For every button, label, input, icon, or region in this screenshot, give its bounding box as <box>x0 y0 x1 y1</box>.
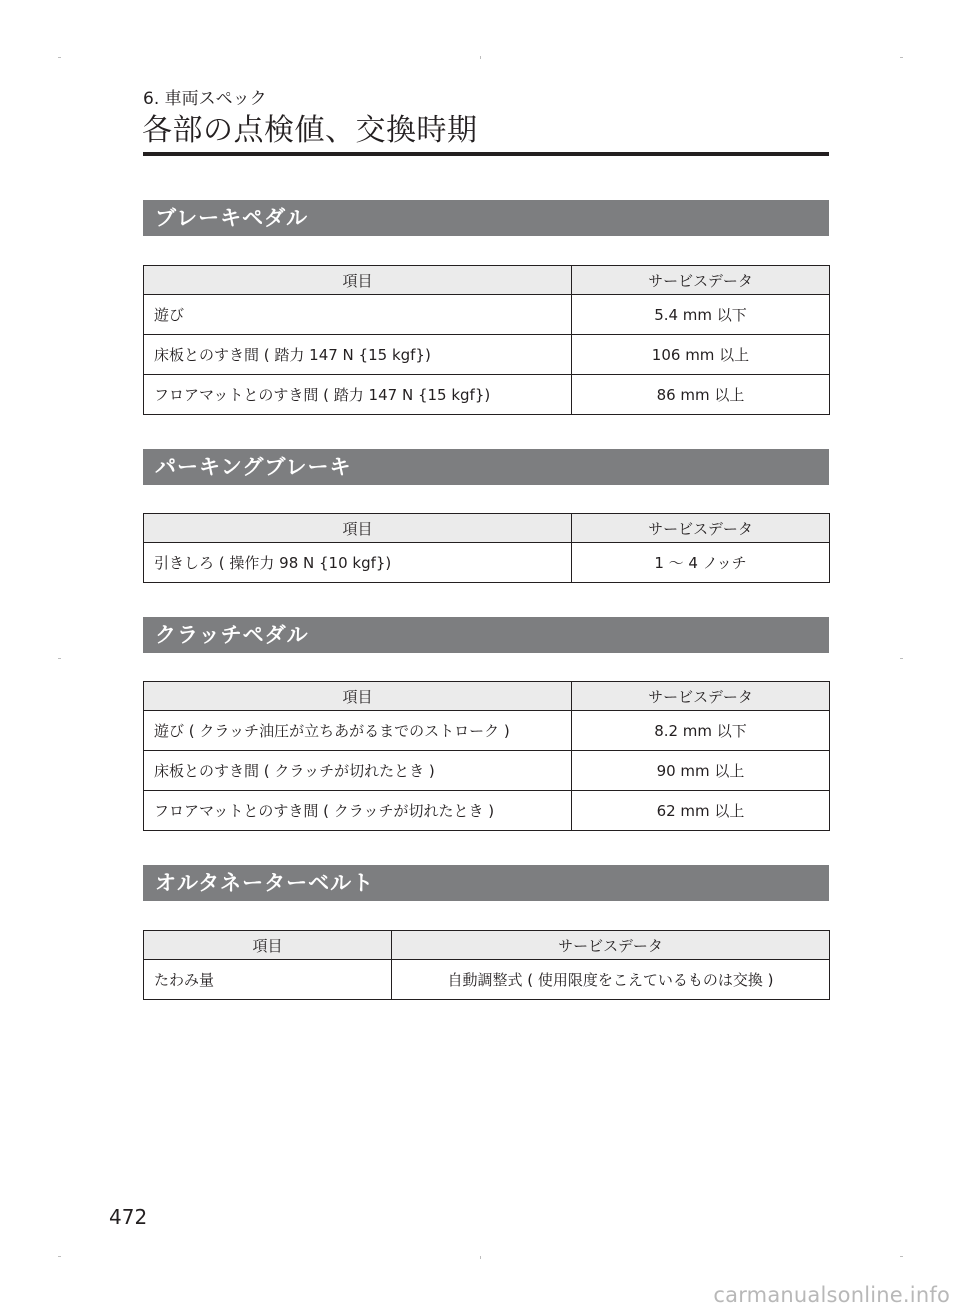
column-header-item: 項目 <box>144 682 572 711</box>
crop-mark <box>58 658 61 659</box>
item-cell: 床板とのすき間 ( クラッチが切れたとき ) <box>144 751 572 791</box>
parking-brake-table <box>143 513 830 583</box>
table-header-row <box>144 682 830 711</box>
item-cell: 引きしろ ( 操作力 98 N {10 kgf}) <box>144 543 572 583</box>
value-cell: 自動調整式 ( 使用限度をこえているものは交換 ) <box>392 960 830 1000</box>
column-header-service-data: サービスデータ <box>572 682 830 711</box>
crop-mark <box>480 56 481 59</box>
section-title-clutch-pedal: クラッチペダル <box>143 617 829 653</box>
alternator-belt-table <box>143 930 830 1000</box>
column-header-service-data: サービスデータ <box>392 931 830 960</box>
value-cell: 1 ～ 4 ノッチ <box>572 543 830 583</box>
crop-mark <box>900 658 903 659</box>
value-cell: 106 mm 以上 <box>572 335 830 375</box>
crop-mark <box>58 57 61 58</box>
page-number: 472 <box>109 1205 148 1229</box>
crop-mark <box>480 1256 481 1259</box>
table-header-row <box>144 514 830 543</box>
value-cell: 90 mm 以上 <box>572 751 830 791</box>
value-cell: 86 mm 以上 <box>572 375 830 415</box>
item-cell: 遊び <box>144 295 572 335</box>
column-header-item: 項目 <box>144 266 572 295</box>
column-header-service-data: サービスデータ <box>572 514 830 543</box>
title-rule <box>143 152 829 156</box>
section-title-alternator-belt: オルタネーターベルト <box>143 865 829 901</box>
value-cell: 5.4 mm 以下 <box>572 295 830 335</box>
watermark: carmanualsonline.info <box>713 1283 950 1307</box>
item-cell: フロアマットとのすき間 ( クラッチが切れたとき ) <box>144 791 572 831</box>
table-header-row <box>144 266 830 295</box>
table-row <box>144 711 830 751</box>
table-row <box>144 335 830 375</box>
page-title: 各部の点検値、交換時期 <box>142 113 478 148</box>
brake-pedal-table <box>143 265 830 415</box>
table-row <box>144 543 830 583</box>
chapter-label: 6. 車両スペック <box>143 89 267 109</box>
table-row <box>144 791 830 831</box>
item-cell: フロアマットとのすき間 ( 踏力 147 N {15 kgf}) <box>144 375 572 415</box>
section-title-brake-pedal: ブレーキペダル <box>143 200 829 236</box>
table-row <box>144 960 830 1000</box>
clutch-pedal-table <box>143 681 830 831</box>
value-cell: 8.2 mm 以下 <box>572 711 830 751</box>
item-cell: 床板とのすき間 ( 踏力 147 N {15 kgf}) <box>144 335 572 375</box>
table-row <box>144 295 830 335</box>
crop-mark <box>900 57 903 58</box>
table-row <box>144 751 830 791</box>
column-header-item: 項目 <box>144 514 572 543</box>
crop-mark <box>58 1256 61 1257</box>
column-header-item: 項目 <box>144 931 392 960</box>
table-header-row <box>144 931 830 960</box>
crop-mark <box>900 1256 903 1257</box>
value-cell: 62 mm 以上 <box>572 791 830 831</box>
section-title-parking-brake: パーキングブレーキ <box>143 449 829 485</box>
column-header-service-data: サービスデータ <box>572 266 830 295</box>
item-cell: 遊び ( クラッチ油圧が立ちあがるまでのストローク ) <box>144 711 572 751</box>
table-row <box>144 375 830 415</box>
item-cell: たわみ量 <box>144 960 392 1000</box>
